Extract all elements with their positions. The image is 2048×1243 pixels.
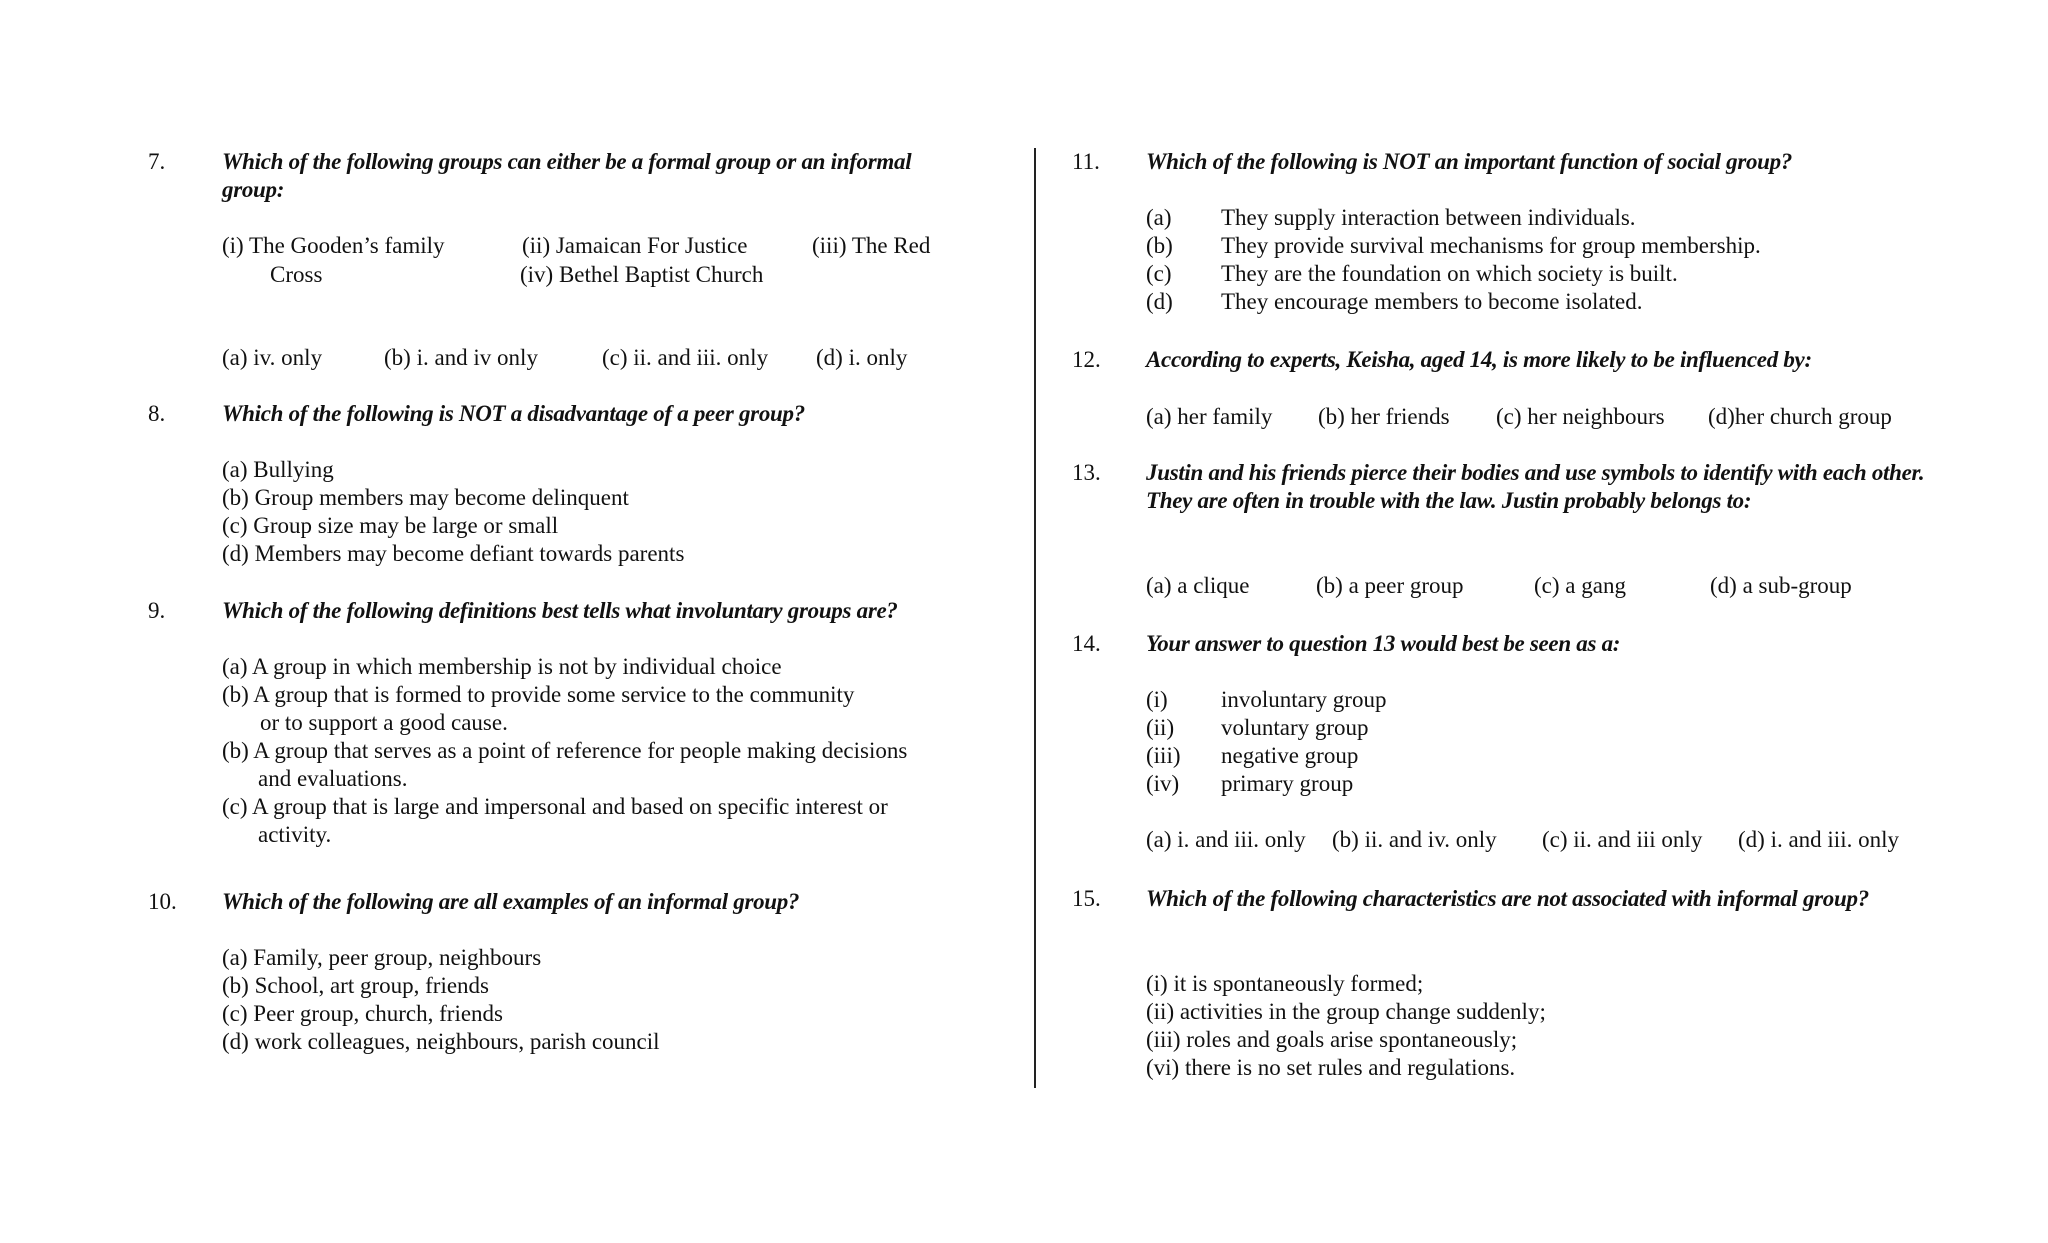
question-text: Which of the following groups can either be a formal group or an informal group: [222, 149, 912, 202]
answer-option: (a) i. and iii. only [1146, 827, 1306, 852]
answer-option: (b) A group that is formed to provide some service to the community [222, 682, 855, 707]
item-label: (iii) [1146, 743, 1181, 768]
answer-option: (d) Members may become defiant towards parents [222, 541, 685, 566]
option-label: (b) [1146, 233, 1173, 258]
answer-option: They provide survival mechanisms for group membership. [1221, 233, 1761, 258]
list-item: (iii) roles and goals arise spontaneously; [1146, 1027, 1518, 1052]
answer-option: (b) a peer group [1316, 573, 1464, 598]
question-number: 12. [1072, 347, 1101, 372]
question-text: Which of the following characteristics are not associated with informal group? [1146, 886, 1869, 911]
answer-option: (b) A group that serves as a point of reference for people making decisions [222, 738, 908, 763]
question-text: Your answer to question 13 would best be seen as a: [1146, 631, 1621, 656]
answer-option: (a) Bullying [222, 457, 334, 482]
list-item: negative group [1221, 743, 1359, 768]
item-label: (i) [1146, 687, 1168, 712]
column-divider [1034, 148, 1036, 1088]
answer-option: (b) School, art group, friends [222, 973, 489, 998]
option-label: (c) [1146, 261, 1172, 286]
answer-option: (b) ii. and iv. only [1332, 827, 1497, 852]
list-item: voluntary group [1221, 715, 1369, 740]
option-label: (d) [1146, 289, 1173, 314]
list-item: (ii) activities in the group change suddenly; [1146, 999, 1546, 1024]
question-text: Which of the following are all examples of an informal group? [222, 889, 800, 914]
answer-option: (a) iv. only [222, 345, 323, 370]
list-item: (i) The Gooden’s family [222, 233, 445, 258]
answer-option: (d) i. and iii. only [1738, 827, 1899, 852]
answer-option: (c) ii. and iii. only [602, 345, 769, 370]
answer-option: activity. [258, 822, 332, 847]
question-number: 7. [148, 149, 166, 174]
answer-option: (b) Group members may become delinquent [222, 485, 629, 510]
answer-option: (d) work colleagues, neighbours, parish council [222, 1029, 660, 1054]
answer-option: (c) Peer group, church, friends [222, 1001, 503, 1026]
answer-option: (c) a gang [1534, 573, 1626, 598]
answer-option: (d) a sub-group [1710, 573, 1852, 598]
option-label: (a) [1146, 205, 1172, 230]
list-item: Cross [270, 262, 323, 287]
answer-option: (b) her friends [1318, 404, 1450, 429]
answer-option: They are the foundation on which society is built. [1221, 261, 1678, 286]
answer-option: (a) Family, peer group, neighbours [222, 945, 542, 970]
question-number: 14. [1072, 631, 1101, 656]
answer-option: (b) i. and iv only [384, 345, 538, 370]
question-number: 9. [148, 598, 166, 623]
answer-option: They supply interaction between individuals. [1221, 205, 1636, 230]
item-label: (iv) [1146, 771, 1180, 796]
answer-option: (c) her neighbours [1496, 404, 1665, 429]
question-number: 15. [1072, 886, 1101, 911]
list-item: (vi) there is no set rules and regulations. [1146, 1055, 1516, 1080]
answer-option: or to support a good cause. [260, 710, 508, 735]
answer-option: (c) A group that is large and impersonal and based on specific interest or [222, 794, 888, 819]
answer-option: (d) i. only [816, 345, 908, 370]
question-text: Justin and his friends pierce their bodies and use symbols to identify with each other. They are often in trouble with the law. Justin probably belongs to: [1146, 460, 1925, 513]
question-number: 10. [148, 889, 177, 914]
question-text: Which of the following is NOT a disadvantage of a peer group? [222, 401, 805, 426]
answer-option: and evaluations. [258, 766, 408, 791]
answer-option: (a) a clique [1146, 573, 1250, 598]
question-text: Which of the following is NOT an important function of social group? [1146, 149, 1793, 174]
answer-option: (c) Group size may be large or small [222, 513, 559, 538]
answer-option: (a) A group in which membership is not by individual choice [222, 654, 782, 679]
answer-option: They encourage members to become isolated. [1221, 289, 1643, 314]
answer-option: (d)her church group [1708, 404, 1892, 429]
question-number: 8. [148, 401, 166, 426]
question-text: Which of the following definitions best tells what involuntary groups are? [222, 598, 898, 623]
question-number: 13. [1072, 460, 1101, 485]
question-number: 11. [1072, 149, 1100, 174]
question-text: According to experts, Keisha, aged 14, is more likely to be influenced by: [1146, 347, 1812, 372]
list-item: involuntary group [1221, 687, 1387, 712]
list-item: (ii) Jamaican For Justice [522, 233, 748, 258]
answer-option: (c) ii. and iii only [1542, 827, 1703, 852]
item-label: (ii) [1146, 715, 1175, 740]
list-item: primary group [1221, 771, 1354, 796]
list-item: (iv) Bethel Baptist Church [520, 262, 764, 287]
list-item: (i) it is spontaneously formed; [1146, 971, 1424, 996]
answer-option: (a) her family [1146, 404, 1273, 429]
list-item: (iii) The Red [812, 233, 931, 258]
